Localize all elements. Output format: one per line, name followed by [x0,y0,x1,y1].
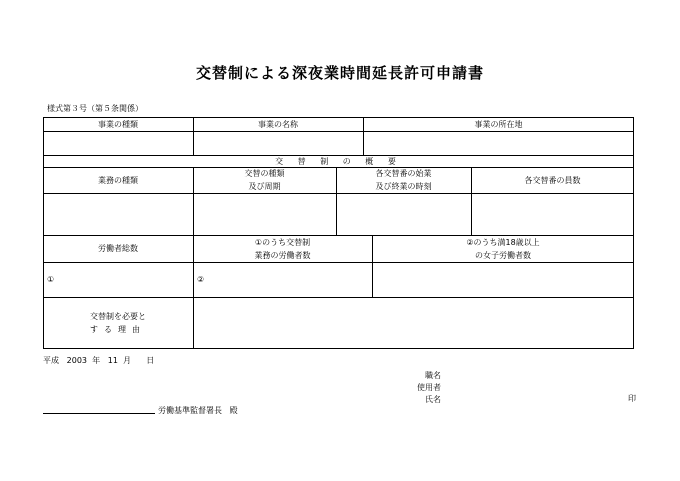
office-name-line [43,413,155,414]
year-unit: 年 [92,356,101,365]
day-unit: 日 [146,356,155,365]
header-shift-times-line1: 各交替番の始業 [375,169,432,178]
month-value: 11 [107,356,118,365]
office-suffix: 労働基準監督署長 [158,406,222,415]
header-shift-workers-line2: 業務の労働者数 [254,250,311,260]
header-shift-overview: 交 替 制 の 概 要 [275,156,402,166]
header-shift-times-line2: 及び終業の時刻 [375,182,432,191]
employer-label: 使用者 [417,383,441,392]
header-female-line2: の女子労働者数 [475,250,531,260]
honorific: 殿 [229,406,238,415]
header-business-name: 事業の名称 [258,119,298,129]
header-work-type: 業務の種類 [98,175,138,185]
document-title: 交替制による深夜業時間延長許可申請書 [195,64,484,82]
reason-label [43,297,193,349]
name-label: 氏名 [425,395,441,404]
position-label: 職名 [425,371,441,380]
application-table [43,117,634,349]
mark-2: ② [197,275,205,284]
seal-mark: 印 [628,394,636,403]
header-shift-times [336,167,471,193]
year-value: 2003 [66,356,87,365]
header-workers-per-shift: 各交替番の員数 [524,175,581,185]
header-shift-type-line2: 及び周期 [248,182,281,191]
header-business-location: 事業の所在地 [474,119,523,129]
header-shift-type-line1: 交替の種類 [244,169,285,178]
reason-label-line1: 交替制を必要と [90,312,146,321]
era-label: 平成 [43,356,59,365]
date-line [43,355,154,366]
header-female-workers [372,235,634,262]
reason-label-line2: する理由 [90,325,146,334]
month-unit: 月 [123,356,132,365]
header-shift-workers [193,235,372,262]
form-number: 様式第３号（第５条関係） [47,104,143,113]
header-shift-type [193,167,336,193]
office-addressee [158,405,238,416]
header-business-type: 事業の種類 [98,119,138,129]
header-female-line1: ②のうち満18歳以上 [466,237,540,247]
mark-1: ① [47,275,55,284]
header-shift-workers-line1: ①のうち交替制 [254,237,311,247]
header-total-workers: 労働者総数 [98,244,138,253]
